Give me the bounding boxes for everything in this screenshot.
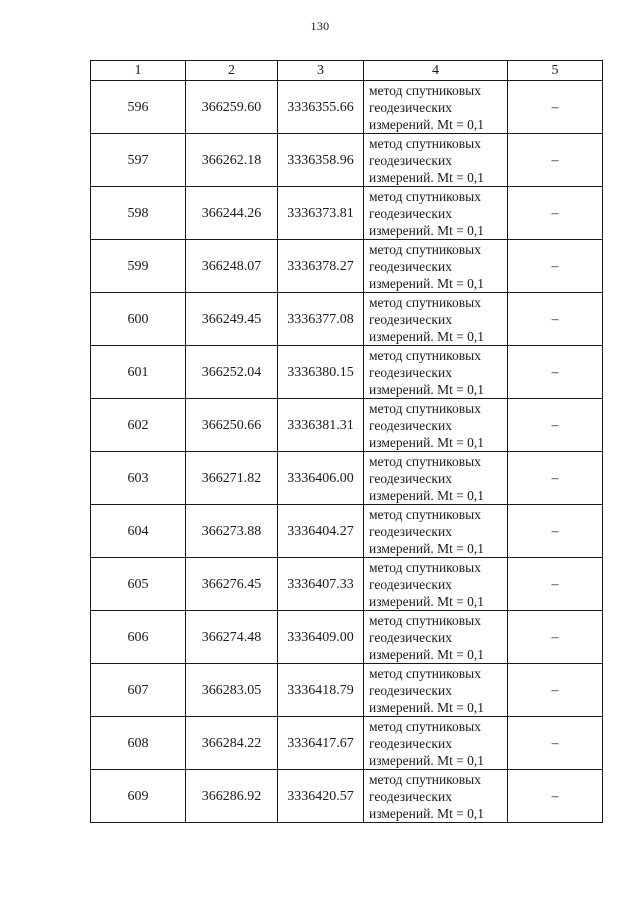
method-text-line: метод спутниковых	[369, 612, 481, 628]
method-cell	[364, 240, 508, 293]
coordinates-table	[90, 60, 603, 823]
method-text-line: измерений. Mt = 0,1	[369, 116, 485, 132]
x-coordinate-cell: 366248.07	[186, 240, 278, 293]
x-coordinate-cell: 366286.92	[186, 770, 278, 823]
x-coordinate-cell: 366244.26	[186, 187, 278, 240]
method-text-line: измерений. Mt = 0,1	[369, 222, 485, 238]
method-cell	[364, 558, 508, 611]
y-coordinate-cell: 3336420.57	[278, 770, 364, 823]
method-text-line: измерений. Mt = 0,1	[369, 752, 485, 768]
y-coordinate-cell: 3336380.15	[278, 346, 364, 399]
y-coordinate-cell: 3336418.79	[278, 664, 364, 717]
method-text-line: измерений. Mt = 0,1	[369, 328, 485, 344]
table-row	[91, 134, 603, 187]
method-text-line: геодезических	[369, 576, 452, 592]
method-text-line: измерений. Mt = 0,1	[369, 805, 485, 821]
method-text-line: геодезических	[369, 99, 452, 115]
x-coordinate-cell: 366262.18	[186, 134, 278, 187]
column-header-2: 2	[186, 61, 278, 81]
x-coordinate-cell: 366273.88	[186, 505, 278, 558]
method-text-line: геодезических	[369, 417, 452, 433]
method-text-line: метод спутниковых	[369, 135, 481, 151]
method-text-line: метод спутниковых	[369, 188, 481, 204]
table-row	[91, 293, 603, 346]
note-cell: –	[508, 664, 603, 717]
table-row	[91, 770, 603, 823]
note-cell: –	[508, 293, 603, 346]
method-text-line: измерений. Mt = 0,1	[369, 275, 485, 291]
point-number-cell: 609	[91, 770, 186, 823]
page-number: 130	[310, 19, 330, 33]
x-coordinate-cell: 366250.66	[186, 399, 278, 452]
column-header-1: 1	[91, 61, 186, 81]
point-number-cell: 597	[91, 134, 186, 187]
column-header-5: 5	[508, 61, 603, 81]
method-text-line: метод спутниковых	[369, 506, 481, 522]
method-text-line: метод спутниковых	[369, 718, 481, 734]
y-coordinate-cell: 3336378.27	[278, 240, 364, 293]
note-cell: –	[508, 346, 603, 399]
method-text-line: измерений. Mt = 0,1	[369, 487, 485, 503]
point-number-cell: 596	[91, 81, 186, 134]
method-text-line: измерений. Mt = 0,1	[369, 169, 485, 185]
method-cell	[364, 717, 508, 770]
method-text-line: метод спутниковых	[369, 453, 481, 469]
y-coordinate-cell: 3336417.67	[278, 717, 364, 770]
method-text-line: геодезических	[369, 682, 452, 698]
table-body	[91, 81, 603, 823]
table-row	[91, 717, 603, 770]
method-text-line: метод спутниковых	[369, 294, 481, 310]
x-coordinate-cell: 366252.04	[186, 346, 278, 399]
note-cell: –	[508, 505, 603, 558]
x-coordinate-cell: 366271.82	[186, 452, 278, 505]
method-text-line: геодезических	[369, 205, 452, 221]
method-cell	[364, 611, 508, 664]
x-coordinate-cell: 366284.22	[186, 717, 278, 770]
method-cell	[364, 505, 508, 558]
method-text-line: метод спутниковых	[369, 400, 481, 416]
y-coordinate-cell: 3336404.27	[278, 505, 364, 558]
note-cell: –	[508, 611, 603, 664]
y-coordinate-cell: 3336373.81	[278, 187, 364, 240]
point-number-cell: 607	[91, 664, 186, 717]
method-cell	[364, 770, 508, 823]
table-row	[91, 81, 603, 134]
table-row	[91, 346, 603, 399]
method-cell	[364, 664, 508, 717]
table-row	[91, 240, 603, 293]
table-row	[91, 664, 603, 717]
method-text-line: метод спутниковых	[369, 82, 481, 98]
note-cell: –	[508, 717, 603, 770]
method-text-line: метод спутниковых	[369, 665, 481, 681]
note-cell: –	[508, 399, 603, 452]
method-text-line: измерений. Mt = 0,1	[369, 593, 485, 609]
method-cell	[364, 134, 508, 187]
method-cell	[364, 293, 508, 346]
table-row	[91, 399, 603, 452]
x-coordinate-cell: 366283.05	[186, 664, 278, 717]
method-text-line: измерений. Mt = 0,1	[369, 699, 485, 715]
method-text-line: геодезических	[369, 788, 452, 804]
method-text-line: геодезических	[369, 311, 452, 327]
method-text-line: геодезических	[369, 735, 452, 751]
point-number-cell: 599	[91, 240, 186, 293]
point-number-cell: 608	[91, 717, 186, 770]
y-coordinate-cell: 3336407.33	[278, 558, 364, 611]
x-coordinate-cell: 366249.45	[186, 293, 278, 346]
point-number-cell: 598	[91, 187, 186, 240]
point-number-cell: 604	[91, 505, 186, 558]
column-header-4: 4	[364, 61, 508, 81]
method-cell	[364, 81, 508, 134]
y-coordinate-cell: 3336358.96	[278, 134, 364, 187]
method-text-line: геодезических	[369, 364, 452, 380]
point-number-cell: 605	[91, 558, 186, 611]
header-row	[91, 61, 603, 81]
note-cell: –	[508, 558, 603, 611]
method-text-line: метод спутниковых	[369, 241, 481, 257]
table-row	[91, 505, 603, 558]
x-coordinate-cell: 366259.60	[186, 81, 278, 134]
note-cell: –	[508, 770, 603, 823]
point-number-cell: 600	[91, 293, 186, 346]
table-row	[91, 611, 603, 664]
point-number-cell: 601	[91, 346, 186, 399]
x-coordinate-cell: 366276.45	[186, 558, 278, 611]
y-coordinate-cell: 3336355.66	[278, 81, 364, 134]
y-coordinate-cell: 3336381.31	[278, 399, 364, 452]
method-text-line: измерений. Mt = 0,1	[369, 646, 485, 662]
method-cell	[364, 452, 508, 505]
table-row	[91, 187, 603, 240]
method-text-line: геодезических	[369, 523, 452, 539]
method-text-line: геодезических	[369, 629, 452, 645]
point-number-cell: 603	[91, 452, 186, 505]
method-cell	[364, 187, 508, 240]
method-text-line: измерений. Mt = 0,1	[369, 540, 485, 556]
note-cell: –	[508, 452, 603, 505]
method-text-line: измерений. Mt = 0,1	[369, 381, 485, 397]
point-number-cell: 606	[91, 611, 186, 664]
table-row	[91, 558, 603, 611]
method-text-line: метод спутниковых	[369, 771, 481, 787]
y-coordinate-cell: 3336409.00	[278, 611, 364, 664]
method-text-line: геодезических	[369, 258, 452, 274]
method-cell	[364, 399, 508, 452]
note-cell: –	[508, 81, 603, 134]
point-number-cell: 602	[91, 399, 186, 452]
method-text-line: геодезических	[369, 152, 452, 168]
x-coordinate-cell: 366274.48	[186, 611, 278, 664]
method-text-line: метод спутниковых	[369, 347, 481, 363]
table-row	[91, 452, 603, 505]
note-cell: –	[508, 240, 603, 293]
method-cell	[364, 346, 508, 399]
column-header-3: 3	[278, 61, 364, 81]
method-text-line: геодезических	[369, 470, 452, 486]
y-coordinate-cell: 3336406.00	[278, 452, 364, 505]
y-coordinate-cell: 3336377.08	[278, 293, 364, 346]
table-header	[91, 61, 603, 81]
note-cell: –	[508, 187, 603, 240]
method-text-line: метод спутниковых	[369, 559, 481, 575]
method-text-line: измерений. Mt = 0,1	[369, 434, 485, 450]
note-cell: –	[508, 134, 603, 187]
